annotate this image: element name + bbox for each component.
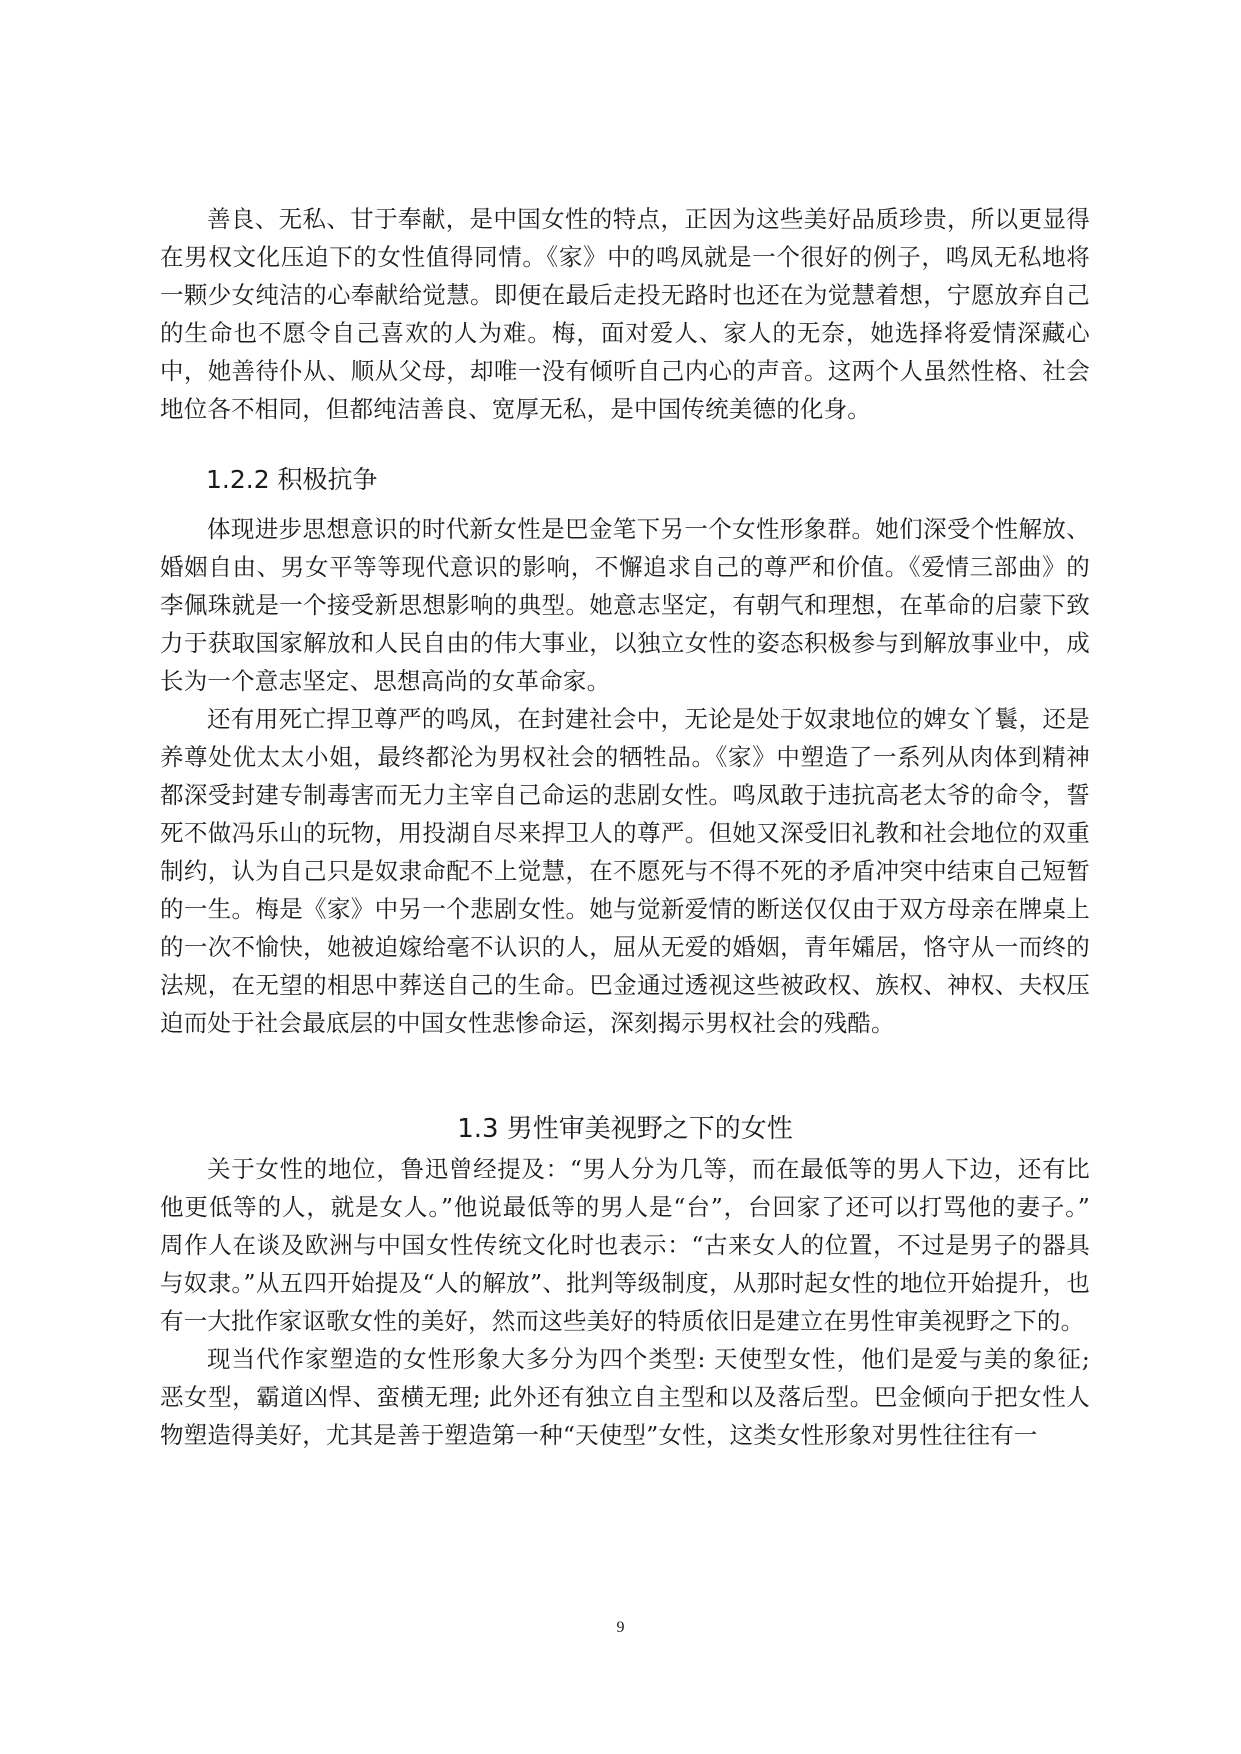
heading-1-2-2: 1.2.2 积极抗争 <box>206 465 378 494</box>
paragraph-new-women: 体现进步思想意识的时代新女性是巴金笔下另一个女性形象群。她们深受个性解放、婚姻自由、男女平等等现代意识的影响，不懈追求自己的尊严和价值。《爱情三部曲》的李佩珠就是一个接受新思想影响的典型。她意志坚定，有朝气和理想，在革命的启蒙下致力于获取国家解放和人民自由的伟大事业，以独立女性的姿态积极参与到解放事业中，成长为一个意志坚定、思想高尚的女革命家。 <box>160 515 1090 695</box>
page-content <box>160 200 1090 1454</box>
paragraph-virtues: 善良、无私、甘于奉献，是中国女性的特点，正因为这些美好品质珍贵，所以更显得在男权文化压迫下的女性值得同情。《家》中的鸣凤就是一个很好的例子，鸣凤无私地将一颗少女纯洁的心奉献给觉慧。即便在最后走投无路时也还在为觉慧着想，宁愿放弃自己的生命也不愿令自己喜欢的人为难。梅，面对爱人、家人的无奈，她选择将爱情深藏心中，她善待仆从、顺从父母，却唯一没有倾听自己内心的声音。这两个人虽然性格、社会地位各不相同，但都纯洁善良、宽厚无私，是中国传统美德的化身。 <box>160 205 1090 423</box>
heading-1-3: 1.3 男性审美视野之下的女性 <box>457 1114 793 1144</box>
paragraph-luxun: 关于女性的地位，鲁迅曾经提及：“男人分为几等，而在最低等的男人下边，还有比他更低等的人，就是女人。”他说最低等的男人是“台”，台回家了还可以打骂他的妻子。” 周作人在谈及欧洲与中国女性传统文化时也表示：“古来女人的位置，不过是男子的器具与奴隶。”从五四开始提及“人的解放”、批判等级制度，从那时起女性的地位开始提升，也有一大批作家讴歌女性的美好，然而这些美好的特质依旧是建立在男性审美视野之下的。 <box>160 1155 1090 1335</box>
paragraph-mingfeng: 还有用死亡捍卫尊严的鸣凤，在封建社会中，无论是处于奴隶地位的婢女丫鬟，还是养尊处优太太小姐，最终都沦为男权社会的牺牲品。《家》中塑造了一系列从肉体到精神都深受封建专制毒害而无力主宰自己命运的悲剧女性。鸣凤敢于违抗高老太爷的命令，誓死不做冯乐山的玩物，用投湖自尽来捍卫人的尊严。但她又深受旧礼教和社会地位的双重制约，认为自己只是奴隶命配不上觉慧，在不愿死与不得不死的矛盾冲突中结束自己短暂的一生。梅是《家》中另一个悲剧女性。她与觉新爱情的断送仅仅由于双方母亲在牌桌上的一次不愉快，她被迫嫁给毫不认识的人，屈从无爱的婚姻，青年孀居，恪守从一而终的法规，在无望的相思中葬送自己的生命。巴金通过透视这些被政权、族权、神权、夫权压迫而处于社会最底层的中国女性悲惨命运，深刻揭示男权社会的残酷。 <box>160 705 1090 1037</box>
paragraph-four-types: 现当代作家塑造的女性形象大多分为四个类型: 天使型女性，他们是爱与美的象征; 恶女型，霸道凶悍、蛮横无理; 此外还有独立自主型和以及落后型。巴金倾向于把女性人物塑造得美好，尤其是善于塑造第一种“天使型”女性，这类女性形象对男性往往有一 <box>160 1345 1090 1449</box>
page-number: 9 <box>616 1619 625 1636</box>
